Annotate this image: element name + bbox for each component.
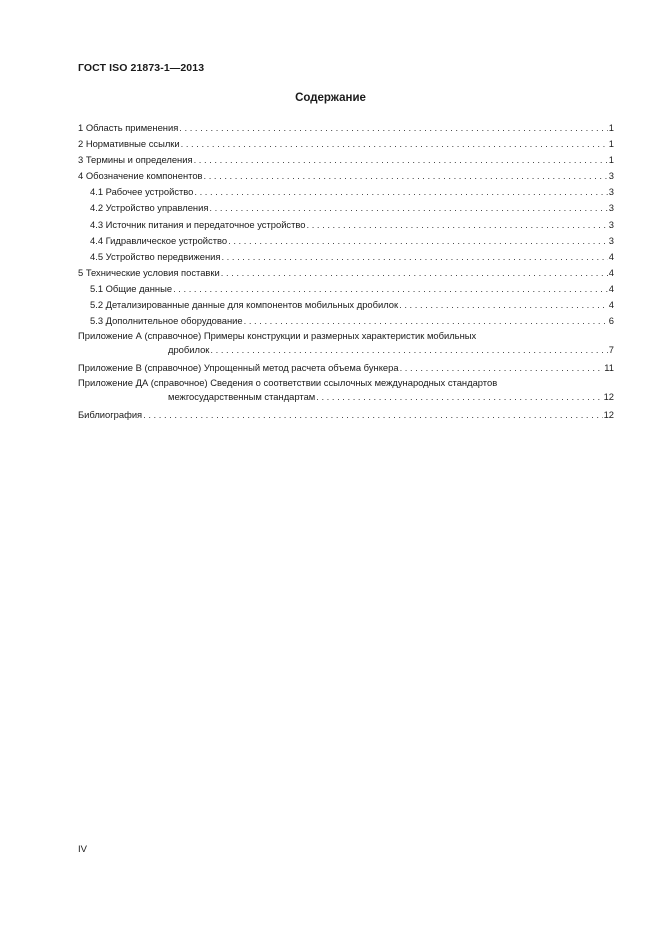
toc-entry-page: 4	[608, 299, 614, 311]
toc-subentry[interactable]	[78, 184, 614, 200]
toc-entry[interactable]	[78, 120, 614, 136]
toc-entry-label: Приложение А (справочное) Примеры конструкции и размерных характеристик мобильных	[78, 330, 477, 342]
dot-leader	[221, 265, 608, 281]
toc-appendix-da[interactable]	[78, 376, 614, 404]
toc-entry-page: 4	[608, 282, 614, 294]
toc-entry-label: 5.1 Общие данные	[90, 282, 173, 294]
dot-leader	[194, 184, 607, 200]
toc-subentry[interactable]	[78, 200, 614, 216]
toc-entry[interactable]	[78, 168, 614, 184]
toc-entry-page: 1	[608, 154, 614, 166]
toc-appendix-a[interactable]	[78, 329, 614, 357]
dot-leader	[307, 217, 608, 233]
dot-leader	[210, 342, 607, 357]
toc-entry-label-continued: дробилок	[168, 344, 210, 356]
toc-entry-page: 4	[608, 266, 614, 278]
toc-entry[interactable]	[78, 265, 614, 281]
dot-leader	[244, 313, 608, 329]
dot-leader	[316, 389, 602, 404]
toc-title: Содержание	[295, 92, 366, 104]
toc-entry-page: 12	[603, 409, 614, 421]
toc-entry-page: 3	[608, 186, 614, 198]
toc-entry-page: 11	[604, 362, 614, 374]
toc-subentry[interactable]	[78, 281, 614, 297]
dot-leader	[194, 152, 608, 168]
toc-entry-page: 3	[608, 170, 614, 182]
toc-entry-page: 6	[608, 315, 614, 327]
toc-entry-page: 3	[608, 218, 614, 230]
toc-entry-page: 7	[608, 344, 614, 356]
toc-appendix-b[interactable]	[78, 360, 614, 376]
toc-entry-label-continued: межгосударственным стандартам	[168, 391, 316, 403]
toc-entry-label: Приложение ДА (справочное) Сведения о соответствии ссылочных международных стандартов	[78, 377, 498, 389]
toc-entry-page: 4	[608, 250, 614, 262]
toc-entry-page: 1	[608, 138, 614, 150]
toc-entry-label: 1 Область применения	[78, 122, 179, 133]
toc-entry-label: 4.2 Устройство управления	[90, 202, 209, 214]
dot-leader	[143, 407, 602, 423]
toc-entry-page: 3	[608, 234, 614, 246]
dot-leader	[221, 249, 607, 265]
toc-entry-page: 1	[608, 122, 614, 133]
dot-leader	[399, 297, 608, 313]
toc-entry-label: 4.1 Рабочее устройство	[90, 186, 194, 198]
dot-leader	[228, 233, 608, 249]
page-number: IV	[78, 844, 87, 855]
dot-leader	[179, 120, 607, 136]
toc-entry-label: 5 Технические условия поставки	[78, 266, 220, 278]
toc-entry-label: 5.3 Дополнительное оборудование	[90, 315, 243, 327]
document-code: ГОСТ ISO 21873-1—2013	[78, 62, 205, 74]
toc-bibliography[interactable]	[78, 407, 614, 423]
toc-entry-page: 12	[603, 391, 614, 403]
toc-entry-label: 4 Обозначение компонентов	[78, 170, 203, 182]
toc-entry-label: Библиография	[78, 409, 143, 421]
toc-subentry[interactable]	[78, 313, 614, 329]
toc-subentry[interactable]	[78, 297, 614, 313]
toc-entry-label: 2 Нормативные ссылки	[78, 138, 180, 150]
dot-leader	[204, 168, 608, 184]
toc-entry-label: 4.4 Гидравлическое устройство	[90, 234, 228, 246]
table-of-contents	[78, 120, 614, 423]
toc-entry-label: 4.5 Устройство передвижения	[90, 250, 221, 262]
toc-entry[interactable]	[78, 152, 614, 168]
toc-entry-page: 3	[608, 202, 614, 214]
toc-subentry[interactable]	[78, 217, 614, 233]
dot-leader	[400, 360, 604, 376]
toc-subentry[interactable]	[78, 233, 614, 249]
toc-entry-label: 4.3 Источник питания и передаточное устройство	[90, 218, 306, 230]
dot-leader	[209, 200, 607, 216]
toc-entry-label: Приложение В (справочное) Упрощенный метод расчета объема бункера	[78, 362, 399, 374]
dot-leader	[173, 281, 608, 297]
toc-entry[interactable]	[78, 136, 614, 152]
toc-entry-label: 3 Термины и определения	[78, 154, 193, 166]
toc-subentry[interactable]	[78, 249, 614, 265]
dot-leader	[181, 136, 608, 152]
toc-entry-label: 5.2 Детализированные данные для компонентов мобильных дробилок	[90, 299, 399, 311]
